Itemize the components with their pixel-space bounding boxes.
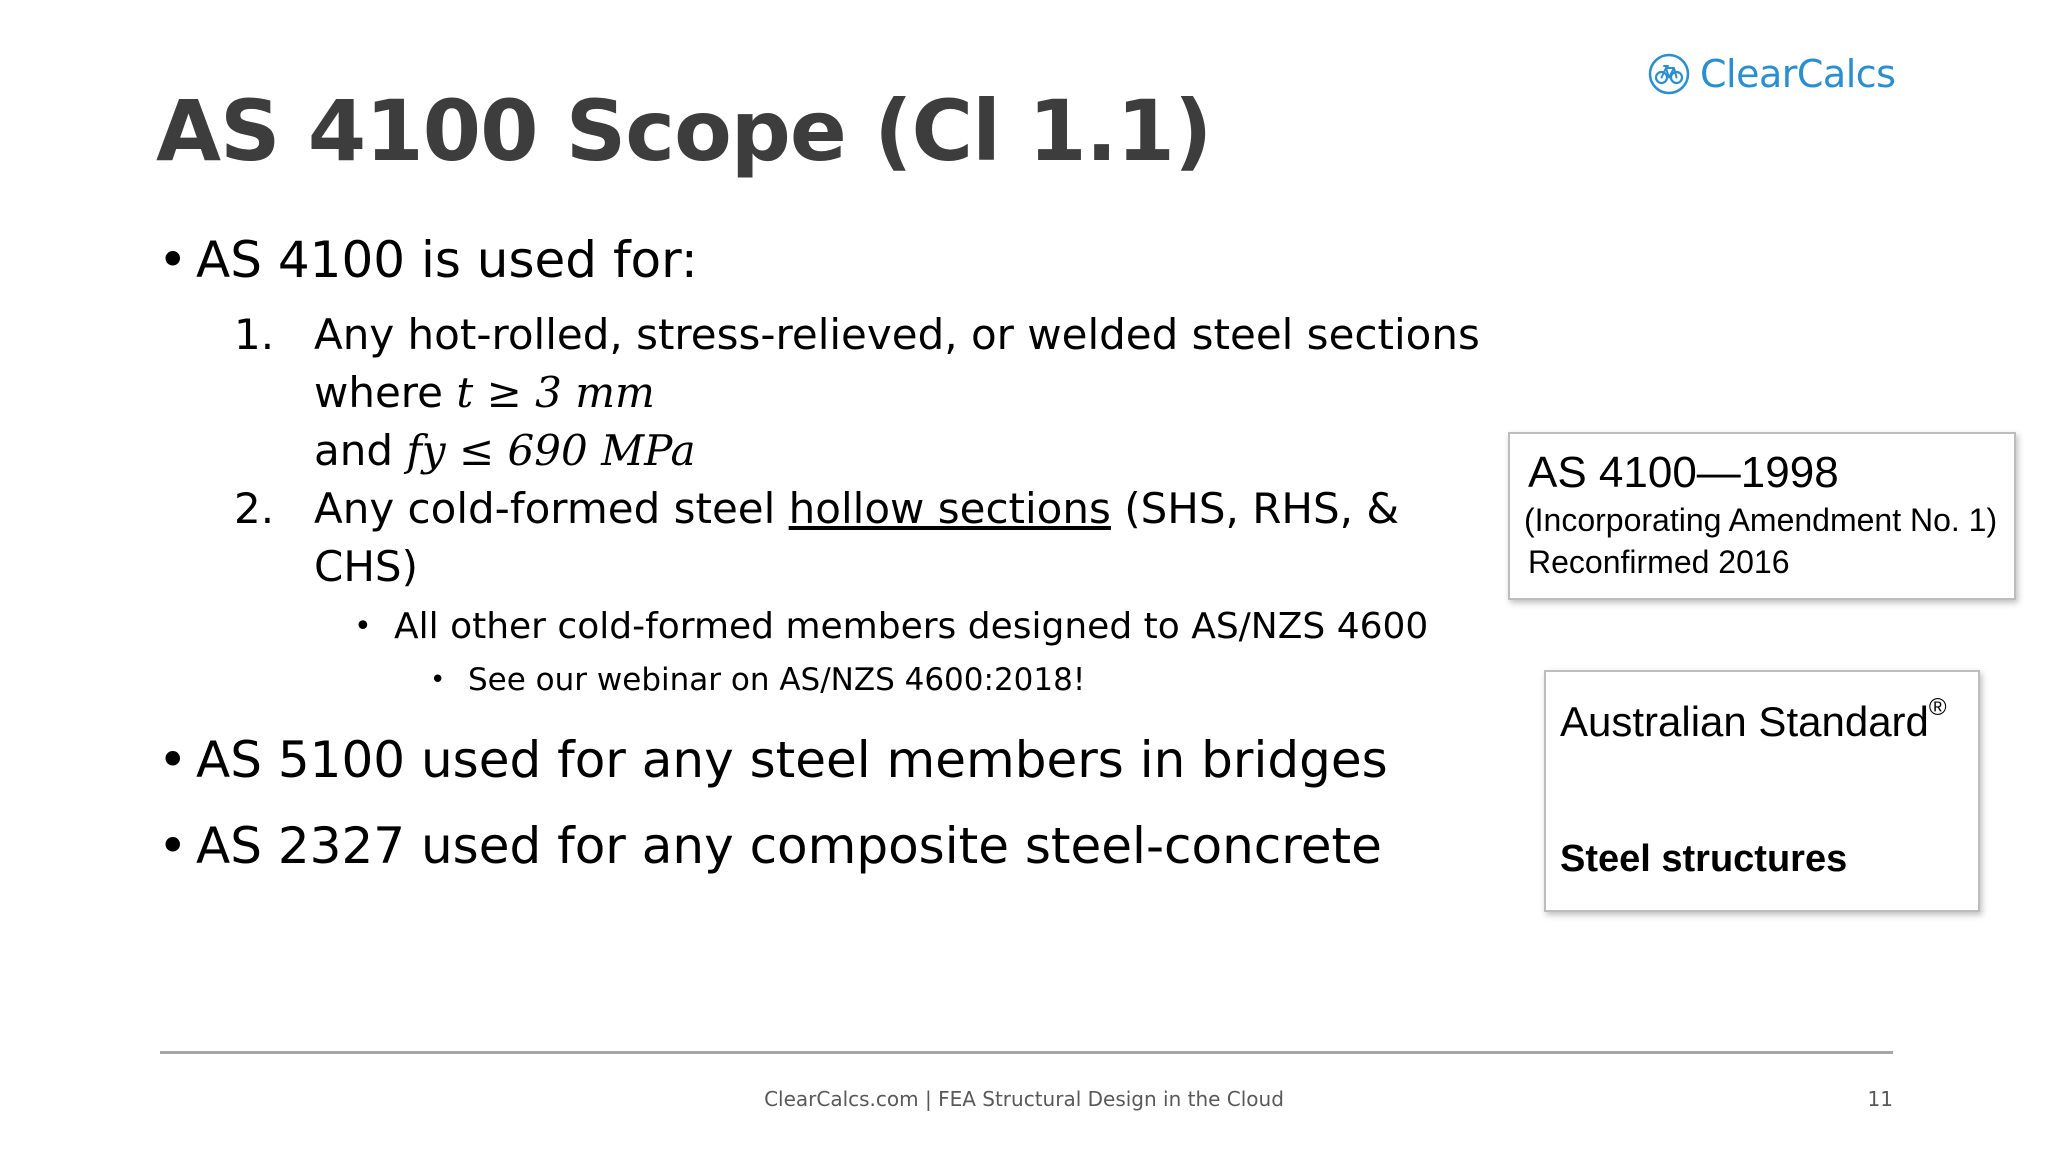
hollow-sections-link[interactable]: hollow sections (788, 484, 1111, 533)
thickness-condition: t ≥ 3 mm (456, 368, 655, 417)
bullet-as4100: • AS 4100 is used for: (156, 228, 1516, 292)
slide-body (156, 228, 1516, 878)
bullet-as2327: • AS 2327 used for any composite steel-concrete (156, 814, 1516, 878)
bicycle-icon (1648, 53, 1690, 95)
sub-sub-bullet-webinar: • See our webinar on AS/NZS 4600:2018! (428, 654, 1516, 706)
footer-divider (160, 1051, 1893, 1054)
numbered-item-2 (234, 480, 1516, 596)
footer-text: ClearCalcs.com | FEA Structural Design in the Cloud (764, 1087, 1284, 1111)
logo-text: ClearCalcs (1700, 52, 1896, 96)
bullet-as5100: • AS 5100 used for any steel members in bridges (156, 728, 1516, 792)
amendment-note: (Incorporating Amendment No. 1) (1524, 502, 1998, 538)
yield-condition: fy ≤ 690 MPa (406, 426, 696, 475)
clearcalcs-logo (1648, 52, 1895, 96)
registered-mark: ® (1928, 694, 1947, 721)
reconfirmed-note: Reconfirmed 2016 (1528, 544, 1790, 580)
item-text-suffix: (SHS, RHS, & CHS) (314, 484, 1400, 591)
item-text: Any hot-rolled, stress-relieved, or welded steel sections where (314, 310, 1480, 417)
standard-number: AS 4100—1998 (1528, 448, 1839, 497)
australian-standard-cover-image (1544, 670, 1980, 912)
as4100-cover-image (1508, 432, 2016, 600)
item-number: 2. (234, 484, 275, 533)
standard-subject: Steel structures (1560, 838, 1848, 880)
slide-title: AS 4100 Scope (Cl 1.1) (156, 82, 1212, 180)
item-number: 1. (234, 310, 275, 359)
numbered-item-1 (234, 306, 1516, 480)
item-text: Any cold-formed steel (314, 484, 776, 533)
standard-label: Australian Standard® (1560, 694, 1947, 745)
page-number: 11 (1867, 1087, 1893, 1111)
and-text: and (314, 426, 394, 475)
sub-bullet-as4600: • All other cold-formed members designed to AS/NZS 4600 (352, 600, 1516, 654)
